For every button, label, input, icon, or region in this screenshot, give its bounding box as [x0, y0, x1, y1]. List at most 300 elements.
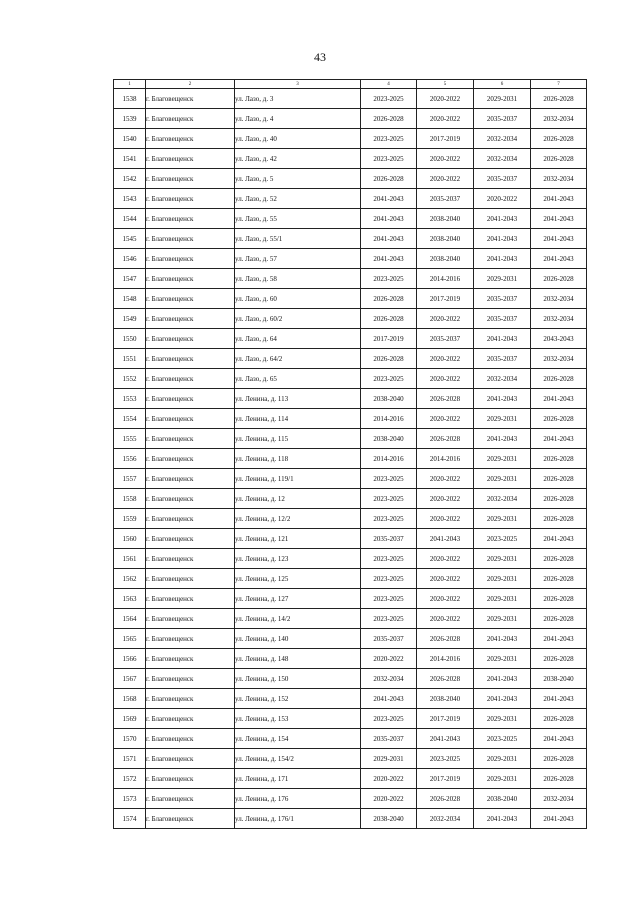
period-cell: 2035-2037	[474, 309, 531, 329]
period-cell: 2026-2028	[531, 449, 587, 469]
row-number: 1567	[114, 669, 146, 689]
row-number: 1564	[114, 609, 146, 629]
period-cell: 2032-2034	[531, 289, 587, 309]
address-cell: ул. Лазо, д. 55	[235, 209, 361, 229]
column-number: 6	[474, 80, 531, 89]
row-number: 1545	[114, 229, 146, 249]
city-cell: г. Благовещенск	[146, 209, 235, 229]
period-cell: 2026-2028	[417, 789, 474, 809]
address-cell: ул. Лазо, д. 65	[235, 369, 361, 389]
period-cell: 2023-2025	[361, 89, 417, 109]
table-row	[114, 209, 587, 229]
period-cell: 2041-2043	[531, 529, 587, 549]
period-cell: 2029-2031	[474, 769, 531, 789]
table-row	[114, 169, 587, 189]
row-number: 1552	[114, 369, 146, 389]
period-cell: 2038-2040	[531, 669, 587, 689]
city-cell: г. Благовещенск	[146, 789, 235, 809]
column-number: 7	[531, 80, 587, 89]
column-number: 4	[361, 80, 417, 89]
period-cell: 2026-2028	[531, 549, 587, 569]
city-cell: г. Благовещенск	[146, 669, 235, 689]
period-cell: 2026-2028	[361, 169, 417, 189]
period-cell: 2017-2019	[417, 709, 474, 729]
table-row	[114, 369, 587, 389]
table-row	[114, 89, 587, 109]
period-cell: 2029-2031	[474, 649, 531, 669]
period-cell: 2029-2031	[474, 269, 531, 289]
city-cell: г. Благовещенск	[146, 349, 235, 369]
row-number: 1553	[114, 389, 146, 409]
city-cell: г. Благовещенск	[146, 249, 235, 269]
table-row	[114, 789, 587, 809]
row-number: 1551	[114, 349, 146, 369]
period-cell: 2041-2043	[474, 389, 531, 409]
period-cell: 2032-2034	[361, 669, 417, 689]
city-cell: г. Благовещенск	[146, 709, 235, 729]
city-cell: г. Благовещенск	[146, 109, 235, 129]
row-number: 1544	[114, 209, 146, 229]
row-number: 1547	[114, 269, 146, 289]
period-cell: 2023-2025	[361, 129, 417, 149]
period-cell: 2041-2043	[474, 429, 531, 449]
period-cell: 2032-2034	[474, 129, 531, 149]
period-cell: 2041-2043	[474, 669, 531, 689]
table-row	[114, 549, 587, 569]
city-cell: г. Благовещенск	[146, 489, 235, 509]
table-row	[114, 269, 587, 289]
period-cell: 2035-2037	[417, 189, 474, 209]
period-cell: 2026-2028	[531, 369, 587, 389]
city-cell: г. Благовещенск	[146, 149, 235, 169]
period-cell: 2041-2043	[474, 229, 531, 249]
period-cell: 2026-2028	[531, 129, 587, 149]
address-cell: ул. Ленина, д. 123	[235, 549, 361, 569]
city-cell: г. Благовещенск	[146, 369, 235, 389]
table-row	[114, 529, 587, 549]
period-cell: 2026-2028	[531, 469, 587, 489]
period-cell: 2020-2022	[417, 569, 474, 589]
address-cell: ул. Ленина, д. 125	[235, 569, 361, 589]
table-row	[114, 249, 587, 269]
period-cell: 2043-2043	[531, 329, 587, 349]
period-cell: 2041-2043	[417, 529, 474, 549]
column-number: 3	[235, 80, 361, 89]
period-cell: 2029-2031	[474, 709, 531, 729]
row-number: 1563	[114, 589, 146, 609]
table-row	[114, 309, 587, 329]
row-number: 1540	[114, 129, 146, 149]
table-row	[114, 509, 587, 529]
period-cell: 2041-2043	[474, 809, 531, 829]
period-cell: 2038-2040	[417, 689, 474, 709]
row-number: 1546	[114, 249, 146, 269]
address-cell: ул. Лазо, д. 60/2	[235, 309, 361, 329]
period-cell: 2020-2022	[417, 549, 474, 569]
period-cell: 2041-2043	[474, 329, 531, 349]
address-cell: ул. Ленина, д. 154/2	[235, 749, 361, 769]
row-number: 1560	[114, 529, 146, 549]
period-cell: 2014-2016	[361, 409, 417, 429]
period-cell: 2014-2016	[417, 269, 474, 289]
address-cell: ул. Ленина, д. 12/2	[235, 509, 361, 529]
period-cell: 2023-2025	[361, 549, 417, 569]
period-cell: 2020-2022	[417, 369, 474, 389]
period-cell: 2026-2028	[361, 309, 417, 329]
period-cell: 2041-2043	[531, 249, 587, 269]
period-cell: 2041-2043	[531, 689, 587, 709]
row-number: 1556	[114, 449, 146, 469]
city-cell: г. Благовещенск	[146, 189, 235, 209]
row-number: 1565	[114, 629, 146, 649]
period-cell: 2026-2028	[417, 629, 474, 649]
period-cell: 2014-2016	[417, 449, 474, 469]
address-cell: ул. Ленина, д. 12	[235, 489, 361, 509]
period-cell: 2020-2022	[417, 609, 474, 629]
city-cell: г. Благовещенск	[146, 549, 235, 569]
address-cell: ул. Ленина, д. 114	[235, 409, 361, 429]
period-cell: 2029-2031	[474, 609, 531, 629]
row-number: 1569	[114, 709, 146, 729]
city-cell: г. Благовещенск	[146, 529, 235, 549]
city-cell: г. Благовещенск	[146, 629, 235, 649]
period-cell: 2029-2031	[474, 569, 531, 589]
period-cell: 2041-2043	[531, 389, 587, 409]
city-cell: г. Благовещенск	[146, 389, 235, 409]
period-cell: 2041-2043	[531, 229, 587, 249]
period-cell: 2029-2031	[474, 469, 531, 489]
address-cell: ул. Ленина, д. 150	[235, 669, 361, 689]
table-row	[114, 669, 587, 689]
period-cell: 2038-2040	[417, 209, 474, 229]
address-cell: ул. Ленина, д. 153	[235, 709, 361, 729]
address-cell: ул. Лазо, д. 3	[235, 89, 361, 109]
period-cell: 2023-2025	[474, 529, 531, 549]
period-cell: 2020-2022	[417, 509, 474, 529]
address-cell: ул. Ленина, д. 148	[235, 649, 361, 669]
period-cell: 2014-2016	[361, 449, 417, 469]
period-cell: 2020-2022	[417, 169, 474, 189]
row-number: 1541	[114, 149, 146, 169]
period-cell: 2041-2043	[531, 429, 587, 449]
city-cell: г. Благовещенск	[146, 769, 235, 789]
period-cell: 2035-2037	[361, 529, 417, 549]
row-number: 1562	[114, 569, 146, 589]
housing-repair-schedule-table	[113, 79, 587, 829]
city-cell: г. Благовещенск	[146, 269, 235, 289]
address-cell: ул. Лазо, д. 52	[235, 189, 361, 209]
period-cell: 2029-2031	[474, 749, 531, 769]
address-cell: ул. Лазо, д. 64/2	[235, 349, 361, 369]
period-cell: 2038-2040	[361, 429, 417, 449]
period-cell: 2026-2028	[531, 509, 587, 529]
address-cell: ул. Ленина, д. 127	[235, 589, 361, 609]
period-cell: 2026-2028	[531, 149, 587, 169]
period-cell: 2017-2019	[361, 329, 417, 349]
row-number: 1572	[114, 769, 146, 789]
period-cell: 2041-2043	[361, 189, 417, 209]
period-cell: 2020-2022	[417, 349, 474, 369]
address-cell: ул. Ленина, д. 113	[235, 389, 361, 409]
period-cell: 2023-2025	[361, 589, 417, 609]
table-row	[114, 289, 587, 309]
address-cell: ул. Лазо, д. 40	[235, 129, 361, 149]
row-number: 1550	[114, 329, 146, 349]
period-cell: 2032-2034	[474, 369, 531, 389]
address-cell: ул. Ленина, д. 140	[235, 629, 361, 649]
city-cell: г. Благовещенск	[146, 809, 235, 829]
period-cell: 2020-2022	[417, 309, 474, 329]
period-cell: 2029-2031	[474, 509, 531, 529]
row-number: 1538	[114, 89, 146, 109]
address-cell: ул. Ленина, д. 14/2	[235, 609, 361, 629]
period-cell: 2023-2025	[361, 269, 417, 289]
period-cell: 2038-2040	[417, 229, 474, 249]
row-number: 1549	[114, 309, 146, 329]
period-cell: 2035-2037	[474, 109, 531, 129]
table-row	[114, 389, 587, 409]
period-cell: 2041-2043	[531, 809, 587, 829]
row-number: 1574	[114, 809, 146, 829]
table-row	[114, 429, 587, 449]
table-row	[114, 449, 587, 469]
city-cell: г. Благовещенск	[146, 469, 235, 489]
period-cell: 2029-2031	[474, 409, 531, 429]
period-cell: 2023-2025	[474, 729, 531, 749]
table-row	[114, 569, 587, 589]
period-cell: 2023-2025	[361, 509, 417, 529]
row-number: 1571	[114, 749, 146, 769]
table-row	[114, 469, 587, 489]
table-row	[114, 709, 587, 729]
city-cell: г. Благовещенск	[146, 169, 235, 189]
address-cell: ул. Ленина, д. 119/1	[235, 469, 361, 489]
period-cell: 2020-2022	[417, 149, 474, 169]
period-cell: 2023-2025	[361, 609, 417, 629]
period-cell: 2041-2043	[531, 209, 587, 229]
table-row	[114, 609, 587, 629]
period-cell: 2026-2028	[531, 709, 587, 729]
period-cell: 2026-2028	[531, 649, 587, 669]
period-cell: 2026-2028	[361, 109, 417, 129]
table-row	[114, 589, 587, 609]
address-cell: ул. Ленина, д. 121	[235, 529, 361, 549]
period-cell: 2026-2028	[531, 409, 587, 429]
city-cell: г. Благовещенск	[146, 309, 235, 329]
address-cell: ул. Лазо, д. 57	[235, 249, 361, 269]
period-cell: 2041-2043	[361, 689, 417, 709]
address-cell: ул. Ленина, д. 115	[235, 429, 361, 449]
period-cell: 2035-2037	[474, 349, 531, 369]
row-number: 1568	[114, 689, 146, 709]
row-number: 1539	[114, 109, 146, 129]
period-cell: 2026-2028	[531, 569, 587, 589]
period-cell: 2038-2040	[361, 389, 417, 409]
address-cell: ул. Ленина, д. 154	[235, 729, 361, 749]
period-cell: 2020-2022	[361, 769, 417, 789]
period-cell: 2041-2043	[361, 229, 417, 249]
column-number-row	[114, 80, 587, 89]
period-cell: 2035-2037	[474, 289, 531, 309]
address-cell: ул. Ленина, д. 176	[235, 789, 361, 809]
period-cell: 2020-2022	[417, 589, 474, 609]
period-cell: 2023-2025	[417, 749, 474, 769]
table-row	[114, 349, 587, 369]
period-cell: 2032-2034	[531, 109, 587, 129]
city-cell: г. Благовещенск	[146, 689, 235, 709]
period-cell: 2041-2043	[531, 729, 587, 749]
period-cell: 2035-2037	[417, 329, 474, 349]
row-number: 1554	[114, 409, 146, 429]
period-cell: 2041-2043	[474, 209, 531, 229]
row-number: 1557	[114, 469, 146, 489]
period-cell: 2041-2043	[474, 689, 531, 709]
address-cell: ул. Ленина, д. 118	[235, 449, 361, 469]
table-row	[114, 749, 587, 769]
period-cell: 2026-2028	[417, 389, 474, 409]
row-number: 1573	[114, 789, 146, 809]
period-cell: 2020-2022	[417, 469, 474, 489]
table-row	[114, 689, 587, 709]
period-cell: 2035-2037	[361, 729, 417, 749]
address-cell: ул. Лазо, д. 4	[235, 109, 361, 129]
period-cell: 2023-2025	[361, 709, 417, 729]
address-cell: ул. Лазо, д. 55/1	[235, 229, 361, 249]
period-cell: 2023-2025	[361, 369, 417, 389]
table-body	[114, 89, 587, 829]
period-cell: 2026-2028	[531, 89, 587, 109]
table-row	[114, 129, 587, 149]
period-cell: 2038-2040	[474, 789, 531, 809]
period-cell: 2026-2028	[531, 589, 587, 609]
city-cell: г. Благовещенск	[146, 229, 235, 249]
table-row	[114, 629, 587, 649]
row-number: 1548	[114, 289, 146, 309]
period-cell: 2041-2043	[531, 189, 587, 209]
period-cell: 2026-2028	[531, 609, 587, 629]
row-number: 1543	[114, 189, 146, 209]
period-cell: 2041-2043	[361, 249, 417, 269]
period-cell: 2035-2037	[361, 629, 417, 649]
period-cell: 2029-2031	[474, 449, 531, 469]
address-cell: ул. Лазо, д. 42	[235, 149, 361, 169]
address-cell: ул. Ленина, д. 176/1	[235, 809, 361, 829]
period-cell: 2029-2031	[474, 89, 531, 109]
table-row	[114, 729, 587, 749]
address-cell: ул. Лазо, д. 64	[235, 329, 361, 349]
period-cell: 2032-2034	[531, 169, 587, 189]
period-cell: 2023-2025	[361, 149, 417, 169]
period-cell: 2029-2031	[474, 549, 531, 569]
table-row	[114, 489, 587, 509]
period-cell: 2020-2022	[417, 109, 474, 129]
period-cell: 2026-2028	[531, 769, 587, 789]
period-cell: 2020-2022	[361, 789, 417, 809]
table-row	[114, 329, 587, 349]
city-cell: г. Благовещенск	[146, 329, 235, 349]
city-cell: г. Благовещенск	[146, 129, 235, 149]
period-cell: 2032-2034	[531, 349, 587, 369]
row-number: 1570	[114, 729, 146, 749]
table-row	[114, 409, 587, 429]
period-cell: 2041-2043	[474, 249, 531, 269]
city-cell: г. Благовещенск	[146, 289, 235, 309]
period-cell: 2017-2019	[417, 129, 474, 149]
table-row	[114, 149, 587, 169]
row-number: 1559	[114, 509, 146, 529]
period-cell: 2032-2034	[531, 789, 587, 809]
column-number: 1	[114, 80, 146, 89]
city-cell: г. Благовещенск	[146, 429, 235, 449]
period-cell: 2029-2031	[361, 749, 417, 769]
period-cell: 2020-2022	[417, 409, 474, 429]
period-cell: 2041-2043	[531, 629, 587, 649]
period-cell: 2017-2019	[417, 289, 474, 309]
period-cell: 2014-2016	[417, 649, 474, 669]
column-number: 2	[146, 80, 235, 89]
city-cell: г. Благовещенск	[146, 569, 235, 589]
column-number: 5	[417, 80, 474, 89]
row-number: 1561	[114, 549, 146, 569]
period-cell: 2023-2025	[361, 469, 417, 489]
city-cell: г. Благовещенск	[146, 589, 235, 609]
table-row	[114, 769, 587, 789]
city-cell: г. Благовещенск	[146, 449, 235, 469]
city-cell: г. Благовещенск	[146, 509, 235, 529]
period-cell: 2035-2037	[474, 169, 531, 189]
city-cell: г. Благовещенск	[146, 749, 235, 769]
period-cell: 2032-2034	[474, 489, 531, 509]
period-cell: 2038-2040	[417, 249, 474, 269]
table-row	[114, 189, 587, 209]
city-cell: г. Благовещенск	[146, 609, 235, 629]
period-cell: 2026-2028	[361, 289, 417, 309]
row-number: 1566	[114, 649, 146, 669]
period-cell: 2041-2043	[361, 209, 417, 229]
period-cell: 2026-2028	[417, 429, 474, 449]
period-cell: 2020-2022	[361, 649, 417, 669]
table-row	[114, 809, 587, 829]
period-cell: 2023-2025	[361, 569, 417, 589]
period-cell: 2032-2034	[531, 309, 587, 329]
row-number: 1555	[114, 429, 146, 449]
period-cell: 2026-2028	[417, 669, 474, 689]
address-cell: ул. Лазо, д. 5	[235, 169, 361, 189]
period-cell: 2020-2022	[417, 489, 474, 509]
table-row	[114, 229, 587, 249]
period-cell: 2041-2043	[474, 629, 531, 649]
city-cell: г. Благовещенск	[146, 409, 235, 429]
address-cell: ул. Ленина, д. 152	[235, 689, 361, 709]
period-cell: 2032-2034	[417, 809, 474, 829]
period-cell: 2029-2031	[474, 589, 531, 609]
period-cell: 2026-2028	[531, 489, 587, 509]
address-cell: ул. Ленина, д. 171	[235, 769, 361, 789]
city-cell: г. Благовещенск	[146, 729, 235, 749]
period-cell: 2026-2028	[531, 749, 587, 769]
period-cell: 2023-2025	[361, 489, 417, 509]
city-cell: г. Благовещенск	[146, 649, 235, 669]
page-number: 43	[314, 50, 326, 64]
period-cell: 2017-2019	[417, 769, 474, 789]
period-cell: 2026-2028	[361, 349, 417, 369]
period-cell: 2020-2022	[417, 89, 474, 109]
period-cell: 2038-2040	[361, 809, 417, 829]
address-cell: ул. Лазо, д. 60	[235, 289, 361, 309]
address-cell: ул. Лазо, д. 58	[235, 269, 361, 289]
row-number: 1542	[114, 169, 146, 189]
table-row	[114, 109, 587, 129]
